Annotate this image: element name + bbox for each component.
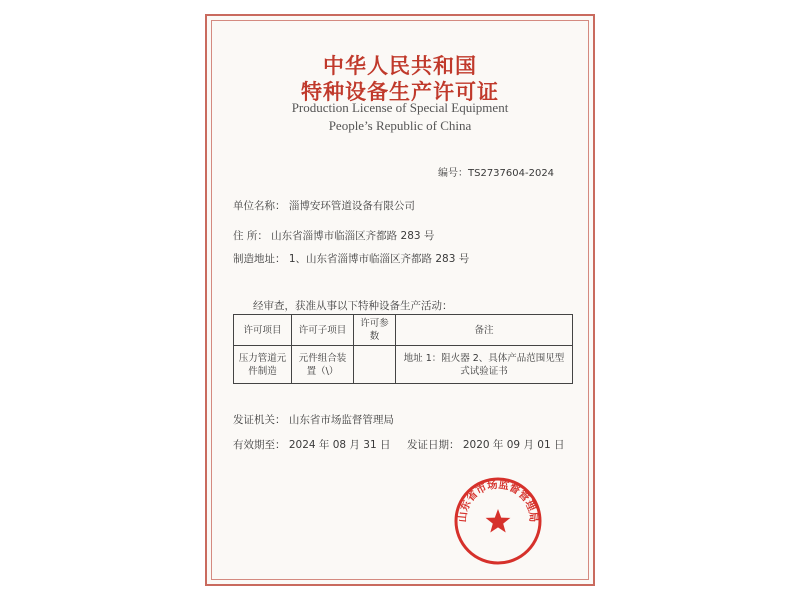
- issue-date: 发证日期： 2020 年 09 月 01 日: [407, 439, 565, 451]
- cell-parameter: [354, 346, 396, 384]
- title-cn-line2: 特种设备生产许可证: [301, 80, 499, 104]
- header-sub-item: 许可子项目: [292, 315, 354, 346]
- header-parameter: 许可参数: [354, 315, 396, 346]
- approved-statement: 经审查，获准从事以下特种设备生产活动：: [253, 300, 453, 312]
- star-icon: [486, 509, 511, 533]
- table-row: [234, 346, 573, 384]
- seal-text: 山东省市场监督管理局: [456, 478, 540, 523]
- title-en-line2: People’s Republic of China: [328, 118, 472, 133]
- manufacturing-address: 制造地址： 1、山东省淄博市临淄区齐都路 283 号: [233, 253, 470, 265]
- unit-name: 单位名称： 淄博安环管道设备有限公司: [233, 200, 415, 212]
- official-seal: [453, 476, 543, 566]
- cell-remark: 地址 1：阻火器 2、具体产品范围见型式试验证书: [396, 346, 573, 384]
- title-en-line1: Production License of Special Equipment: [291, 100, 509, 115]
- cell-item: 压力管道元件制造: [234, 346, 292, 384]
- header-remark: 备注: [396, 315, 573, 346]
- permit-table: [233, 314, 573, 384]
- issuer: 发证机关： 山东省市场监督管理局: [233, 414, 394, 426]
- cell-sub-item: 元件组合装置（\）: [292, 346, 354, 384]
- permit-table-header: [234, 315, 573, 346]
- address: 住 所： 山东省淄博市临淄区齐都路 283 号: [233, 230, 435, 242]
- valid-until: 有效期至： 2024 年 08 月 31 日: [233, 439, 391, 451]
- certificate-number: 编号：TS2737604-2024: [438, 168, 555, 179]
- header-item: 许可项目: [234, 315, 292, 346]
- title-cn-line1: 中华人民共和国: [323, 54, 477, 78]
